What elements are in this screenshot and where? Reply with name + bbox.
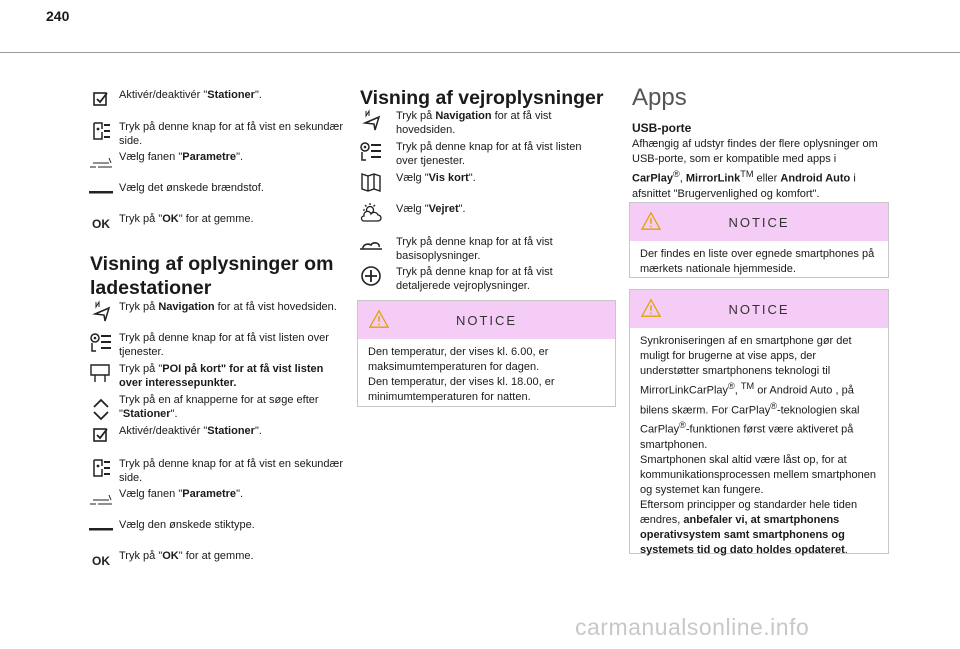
instruction-text: Tryk på denne knap for at få vist basisoplysninger. bbox=[396, 236, 553, 262]
instruction-text: Tryk på denne knap for at få vist en sekundær side. bbox=[119, 121, 343, 147]
poi-icon bbox=[88, 362, 114, 384]
instruction-text: Vælg "Vejret". bbox=[396, 203, 466, 215]
navigation-icon bbox=[88, 300, 114, 322]
warning-icon bbox=[368, 309, 390, 332]
instruction-text: Tryk på en af knapperne for at søge efter "Stationer". bbox=[119, 394, 319, 420]
warning-icon bbox=[640, 211, 662, 234]
svg-text:OK: OK bbox=[92, 554, 110, 568]
notice-label: NOTICE bbox=[455, 312, 518, 328]
instruction-text: Aktivér/deaktivér "Stationer". bbox=[119, 425, 262, 437]
notice-text: Der findes en liste over egnede smartphones på mærkets nationale hjemmeside. bbox=[640, 248, 875, 275]
heading-weather: Visning af vejroplysninger bbox=[360, 87, 604, 109]
instruction-text: Tryk på Navigation for at få vist hovedsiden. bbox=[396, 110, 552, 136]
watermark: carmanualsonline.info bbox=[575, 614, 810, 640]
weather-notice bbox=[357, 300, 616, 407]
instruction-text: Tryk på denne knap for at få vist listen over tjenester. bbox=[396, 141, 582, 167]
instruction-text: Vælg fanen "Parametre". bbox=[119, 151, 244, 163]
instruction-text: Vælg den ønskede stiktype. bbox=[119, 519, 255, 531]
instruction-text: Vælg fanen "Parametre". bbox=[119, 488, 244, 500]
apps-title: Apps bbox=[632, 84, 687, 111]
instruction-text: Vælg "Vis kort". bbox=[396, 172, 476, 184]
checkbox-icon bbox=[88, 88, 114, 110]
ok-icon bbox=[88, 212, 114, 234]
synchronization-notice bbox=[629, 289, 889, 554]
notice-text: Synkroniseringen af en smartphone gør det muligt for brugerne at vise apps, der understøtter smartphonens teknologi til MirrorLinkCarPlay®, ™ or Android Auto , på bilens skærm. For CarPlay®-teknologien skal CarPlay®-funktionen først være aktiveret på smartphonen. Smartphonen skal altid være låst op, for at kommunikationsprocessen mellem smartphonen og systemet kan fungere. Eftersom principper og standarder hele tiden ændres, anbefaler vi, at smartphonens operativsystem samt smartphonens og systemets tid og dato holdes opdateret. bbox=[640, 335, 876, 556]
weather-icon bbox=[358, 202, 384, 224]
list-gear-icon bbox=[358, 140, 384, 162]
instruction-text: Tryk på "OK" for at gemme. bbox=[119, 213, 254, 225]
header-divider bbox=[0, 52, 960, 53]
instruction-text: Tryk på "OK" for at gemme. bbox=[119, 550, 254, 562]
navigation-icon bbox=[358, 109, 384, 131]
bar-icon bbox=[88, 518, 114, 540]
car-menu-icon bbox=[88, 120, 114, 142]
cloud-icon bbox=[358, 235, 384, 257]
tab-icon bbox=[88, 150, 114, 172]
instruction-text: Tryk på denne knap for at få vist detaljerede vejroplysninger. bbox=[396, 266, 553, 292]
instruction-text: Aktivér/deaktivér "Stationer". bbox=[119, 89, 262, 101]
checkbox-icon bbox=[88, 424, 114, 446]
instruction-text: Vælg det ønskede brændstof. bbox=[119, 182, 264, 194]
usb-subheading: USB-porte bbox=[632, 121, 692, 135]
instruction-text: Tryk på denne knap for at få vist en sekundær side. bbox=[119, 458, 343, 484]
list-gear-icon bbox=[88, 331, 114, 353]
notice-label: NOTICE bbox=[728, 214, 790, 230]
notice-label: NOTICE bbox=[728, 301, 790, 317]
plus-icon bbox=[358, 265, 384, 287]
heading-charging-stations: Visning af oplysninger om ladestationer bbox=[90, 253, 334, 299]
svg-text:OK: OK bbox=[92, 217, 110, 231]
notice-text: Den temperatur, der vises kl. 6.00, er maksimumtemperaturen for dagen. Den temperatur, der vises kl. 18.00, er minimumtemperaturen for natten. bbox=[368, 346, 555, 403]
instruction-text: Tryk på "POI på kort" for at få vist listen over interessepunkter. bbox=[119, 363, 324, 389]
instruction-text: Tryk på denne knap for at få vist listen over tjenester. bbox=[119, 332, 329, 358]
car-menu-icon bbox=[88, 457, 114, 479]
bar-icon bbox=[88, 181, 114, 203]
instruction-text: Tryk på Navigation for at få vist hovedsiden. bbox=[119, 301, 337, 313]
map-icon bbox=[358, 171, 384, 193]
warning-icon bbox=[640, 298, 662, 321]
usb-intro: Afhængig af udstyr findes der flere oplysninger om USB-porte, som er kompatible med apps i CarPlay®, MirrorLink™ eller Android Auto i afsnittet "Brugervenlighed og komfort". bbox=[632, 138, 878, 200]
ok-icon bbox=[88, 549, 114, 571]
page-number: 240 bbox=[46, 8, 70, 24]
smartphone-list-notice bbox=[629, 202, 889, 278]
tab-icon bbox=[88, 487, 114, 509]
chevron-down-icon bbox=[88, 404, 114, 426]
